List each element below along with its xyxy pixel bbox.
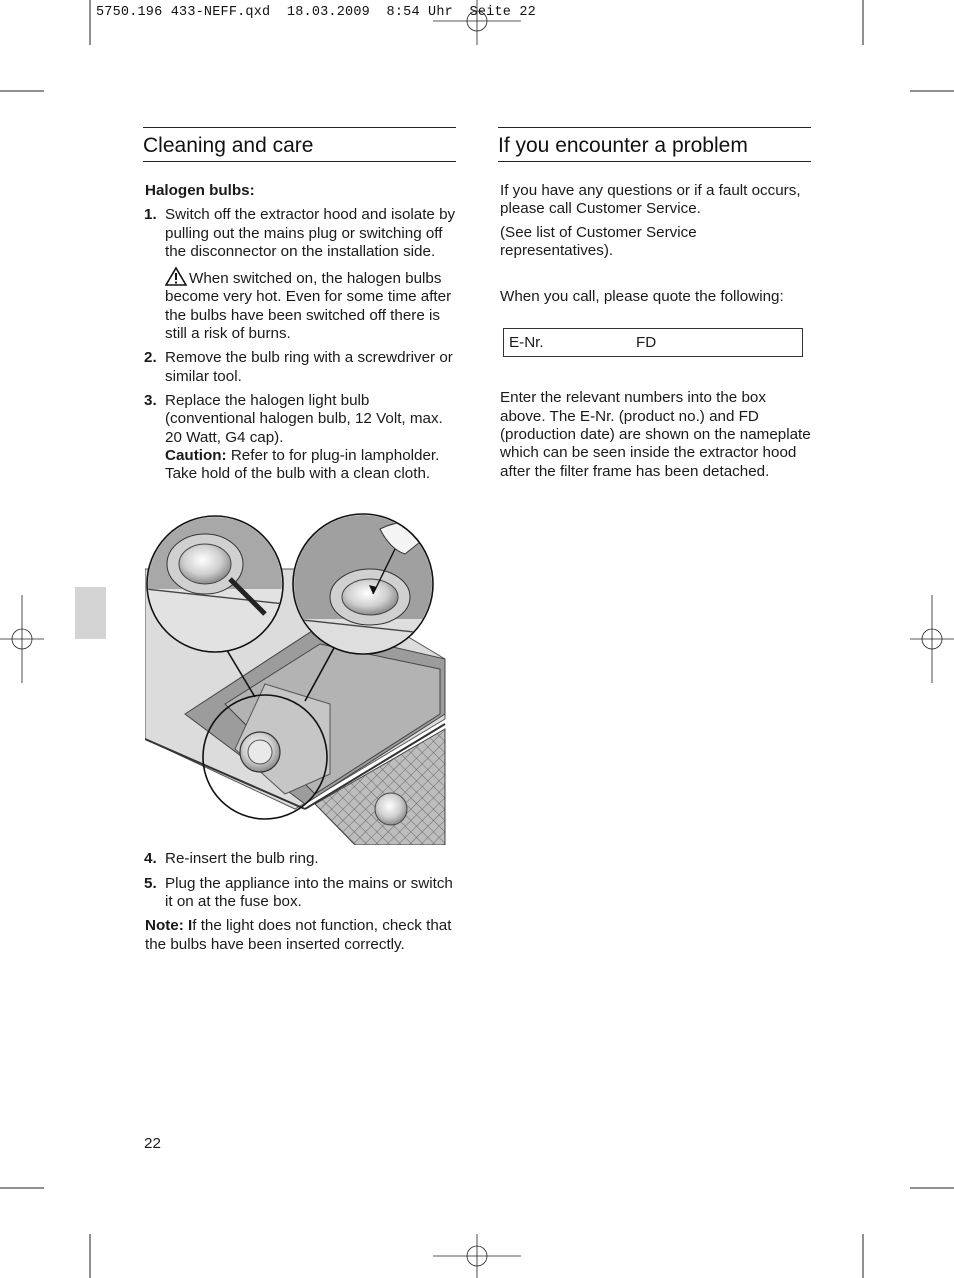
problem-section [498, 127, 811, 486]
bulb-replacement-illustration [145, 509, 451, 845]
step-3: 3. Replace the halogen light bulb (conventional halogen bulb, 12 Volt, max. 20 Watt, G4 cap). Caution: Refer to for plug-in lampholder. Take hold of the bulb with a clean cloth. [144, 391, 443, 483]
steps-list-continued [143, 850, 456, 911]
registration-mark-top [433, 0, 521, 45]
service-list-paragraph: (See list of Customer Service representatives). [500, 223, 697, 259]
caution-label: Caution: [165, 446, 227, 464]
step-4: 4. Re-insert the bulb ring. [144, 850, 319, 868]
registration-mark-right [910, 595, 954, 683]
warning-triangle-icon [165, 267, 187, 286]
note-paragraph: Note: If the light does not function, check that the bulbs have been inserted correctly. [145, 917, 452, 953]
step-1: 1. Switch off the extractor hood and isolate by pulling out the mains plug or switching off the disconnector on the installation side. When switched on, the halogen bulbs become very hot. Even for some time after the bulbs have been switched off there is still a risk of burns. [144, 206, 456, 343]
fd-label: FD [636, 334, 657, 352]
registration-mark-left [0, 595, 44, 683]
intro-paragraph: If you have any questions or if a fault occurs, please call Customer Service. [500, 182, 801, 218]
printer-slug: 5750.196 433-NEFF.qxd 18.03.2009 8:54 Uhr Seite 22 [96, 5, 536, 20]
burn-warning: When switched on, the halogen bulbs become very hot. Even for some time after the bulbs have been switched off there is still a risk of burns. [165, 267, 456, 343]
quote-paragraph: When you call, please quote the following: [500, 288, 784, 306]
step-5: 5. Plug the appliance into the mains or switch it on at the fuse box. [144, 874, 453, 911]
subheading-halogen-bulbs: Halogen bulbs: [145, 182, 255, 199]
steps-list [143, 206, 456, 483]
nameplate-paragraph: Enter the relevant numbers into the box above. The E-Nr. (product no.) and FD (production date) are shown on the nameplate which can be seen inside the extractor hood after the filter frame has been detached. [500, 389, 811, 480]
enr-label: E-Nr. [509, 334, 544, 352]
thumb-index-tab [75, 587, 106, 639]
registration-mark-bottom [433, 1234, 521, 1278]
section-title: If you encounter a problem [498, 134, 748, 157]
section-header [143, 127, 456, 162]
step-2: 2. Remove the bulb ring with a screwdriver or similar tool. [144, 349, 453, 385]
page-number: 22 [144, 1135, 161, 1152]
section-title: Cleaning and care [143, 134, 314, 157]
section-header [498, 127, 811, 162]
enr-fd-box [503, 328, 803, 357]
cleaning-and-care-section [143, 127, 456, 954]
